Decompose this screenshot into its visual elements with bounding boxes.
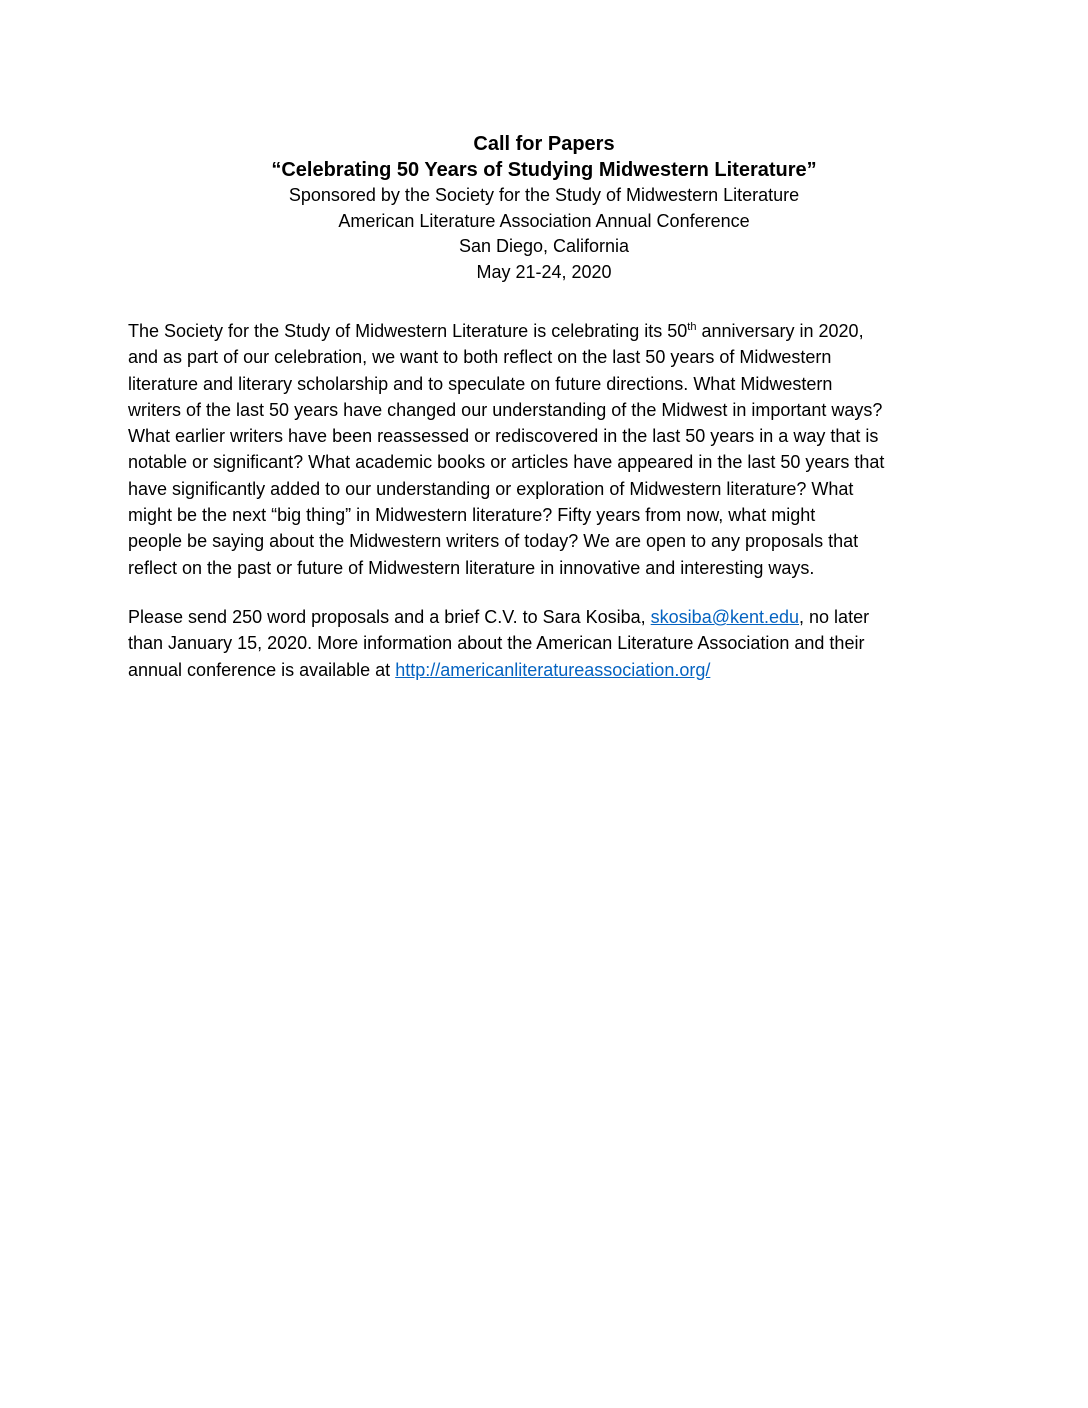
paragraph-line: and as part of our celebration, we want to both reflect on the last 50 years of Midwestern — [128, 347, 832, 368]
ordinal-suffix: th — [687, 321, 697, 333]
description-paragraph — [128, 318, 964, 581]
conference-dates: May 21-24, 2020 — [476, 261, 612, 282]
paragraph-line — [128, 604, 964, 630]
document-header — [128, 131, 960, 285]
text-run: anniversary in 2020, — [696, 321, 864, 341]
paragraph-line: notable or significant? What academic books or articles have appeared in the last 50 years that — [128, 452, 885, 473]
conference-location: San Diego, California — [458, 236, 630, 256]
paragraph-line — [128, 318, 964, 344]
text-run: , no later — [799, 607, 870, 627]
text-run: Please send 250 word proposals and a brief C.V. to Sara Kosiba, — [128, 607, 651, 627]
paragraph-line: have significantly added to our understanding or exploration of Midwestern literature? What — [128, 478, 854, 499]
panel-title: “Celebrating 50 Years of Studying Midwestern Literature” — [271, 159, 817, 181]
document-title: Call for Papers — [473, 133, 615, 155]
paragraph-line: people be saying about the Midwestern writers of today? We are open to any proposals that — [128, 531, 859, 552]
paragraph-line: What earlier writers have been reassessed or rediscovered in the last 50 years in a way that is — [128, 426, 879, 447]
text-run: annual conference is available at — [128, 659, 396, 680]
paragraph-line: than January 15, 2020. More information about the American Literature Association and their — [128, 633, 865, 654]
paragraph-line: literature and literary scholarship and to speculate on future directions. What Midwestern — [128, 373, 833, 394]
conference-name: American Literature Association Annual Conference — [338, 210, 750, 231]
text-run: The Society for the Study of Midwestern Literature is celebrating its 50 — [128, 321, 688, 341]
website-link[interactable]: http://americanliteratureassociation.org/ — [395, 659, 711, 680]
submission-paragraph — [128, 604, 964, 683]
paragraph-line: writers of the last 50 years have changed our understanding of the Midwest in important ways? — [128, 399, 883, 420]
paragraph-line — [128, 657, 964, 683]
paragraph-line: might be the next “big thing” in Midwestern literature? Fifty years from now, what might — [128, 505, 816, 526]
paragraph-line: reflect on the past or future of Midwestern literature in innovative and interesting ways. — [128, 557, 815, 578]
email-link[interactable]: skosiba@kent.edu — [650, 607, 800, 627]
sponsor-line: Sponsored by the Society for the Study of Midwestern Literature — [288, 185, 800, 205]
